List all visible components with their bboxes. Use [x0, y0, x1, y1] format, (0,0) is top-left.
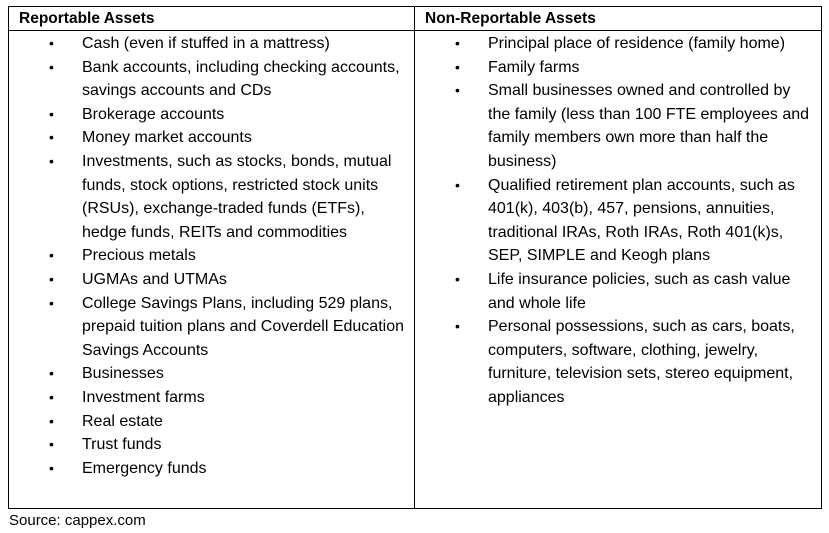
bullet-icon: • [49, 152, 54, 169]
list-item-text: Small businesses owned and controlled by the family (less than 100 FTE employees and family members own more than half the business) [488, 82, 810, 170]
list-item-text: College Savings Plans, including 529 plans, prepaid tuition plans and Coverdell Education Savings Accounts [82, 294, 404, 359]
bullet-icon: • [455, 35, 460, 51]
reportable-assets-cell [9, 31, 415, 509]
list-item-text: Investments, such as stocks, bonds, mutual funds, stock options, restricted stock units (RSUs), exchange-traded funds (ETFs), hedge funds, REITs and commodities [82, 152, 392, 241]
reportable-asset-item [9, 32, 414, 56]
bullet-icon: • [49, 459, 54, 476]
list-item-text: Money market accounts [82, 129, 252, 147]
reportable-asset-item [9, 410, 414, 434]
reportable-asset-item [9, 433, 414, 457]
assets-table [8, 6, 822, 509]
reportable-asset-item [9, 268, 414, 292]
bullet-icon: • [49, 436, 54, 453]
reportable-asset-item [9, 126, 414, 150]
bullet-icon: • [49, 388, 54, 405]
table-header-row [9, 7, 822, 31]
bullet-icon: • [455, 58, 460, 75]
bullet-icon: • [49, 294, 54, 311]
list-item-text: Life insurance policies, such as cash value and whole life [488, 270, 791, 312]
list-item-text: Emergency funds [82, 459, 207, 477]
bullet-icon: • [49, 58, 54, 75]
list-item-text: Trust funds [82, 436, 162, 454]
non-reportable-assets-list [415, 31, 821, 410]
bullet-icon: • [49, 129, 54, 146]
table-body-row [9, 31, 822, 509]
bullet-icon: • [49, 270, 54, 287]
non-reportable-asset-item [415, 268, 821, 315]
bullet-icon: • [455, 176, 460, 193]
header-reportable-assets: Reportable Assets [9, 7, 415, 31]
reportable-asset-item [9, 362, 414, 386]
source-caption: Source: cappex.com [9, 512, 146, 529]
list-item-text: Real estate [82, 412, 163, 430]
list-item-text: Precious metals [82, 247, 196, 265]
reportable-asset-item [9, 244, 414, 268]
non-reportable-asset-item [415, 315, 821, 409]
bullet-icon: • [49, 365, 54, 382]
list-item-text: Bank accounts, including checking accounts, savings accounts and CDs [82, 58, 400, 100]
bullet-icon: • [455, 318, 460, 335]
list-item-text: Investment farms [82, 388, 205, 406]
non-reportable-asset-item [415, 174, 821, 268]
list-item-text: Family farms [488, 58, 580, 76]
bullet-icon: • [455, 82, 460, 99]
bullet-icon: • [49, 412, 54, 429]
bullet-icon: • [49, 247, 54, 264]
list-item-text: Cash (even if stuffed in a mattress) [82, 35, 330, 52]
reportable-asset-item [9, 56, 414, 103]
reportable-asset-item [9, 292, 414, 363]
non-reportable-asset-item [415, 56, 821, 80]
list-item-text: Businesses [82, 365, 164, 383]
non-reportable-asset-item [415, 79, 821, 173]
list-item-text: UGMAs and UTMAs [82, 270, 227, 288]
list-item-text: Qualified retirement plan accounts, such as 401(k), 403(b), 457, pensions, annuities, traditional IRAs, Roth IRAs, Roth 401(k)s, SEP, SIMPLE and Keogh plans [488, 176, 795, 265]
list-item-text: Personal possessions, such as cars, boats, computers, software, clothing, jewelry, furniture, television sets, stereo equipment, appliances [488, 318, 795, 406]
list-item-text: Principal place of residence (family home) [488, 35, 786, 52]
reportable-assets-list [9, 31, 414, 480]
bullet-icon: • [49, 35, 54, 51]
reportable-asset-item [9, 457, 414, 481]
list-item-text: Brokerage accounts [82, 105, 225, 123]
bullet-icon: • [455, 270, 460, 287]
header-non-reportable-assets: Non-Reportable Assets [415, 7, 822, 31]
bullet-icon: • [49, 105, 54, 122]
reportable-asset-item [9, 386, 414, 410]
reportable-asset-item [9, 103, 414, 127]
non-reportable-assets-cell [415, 31, 822, 509]
reportable-asset-item [9, 150, 414, 244]
non-reportable-asset-item [415, 32, 821, 56]
